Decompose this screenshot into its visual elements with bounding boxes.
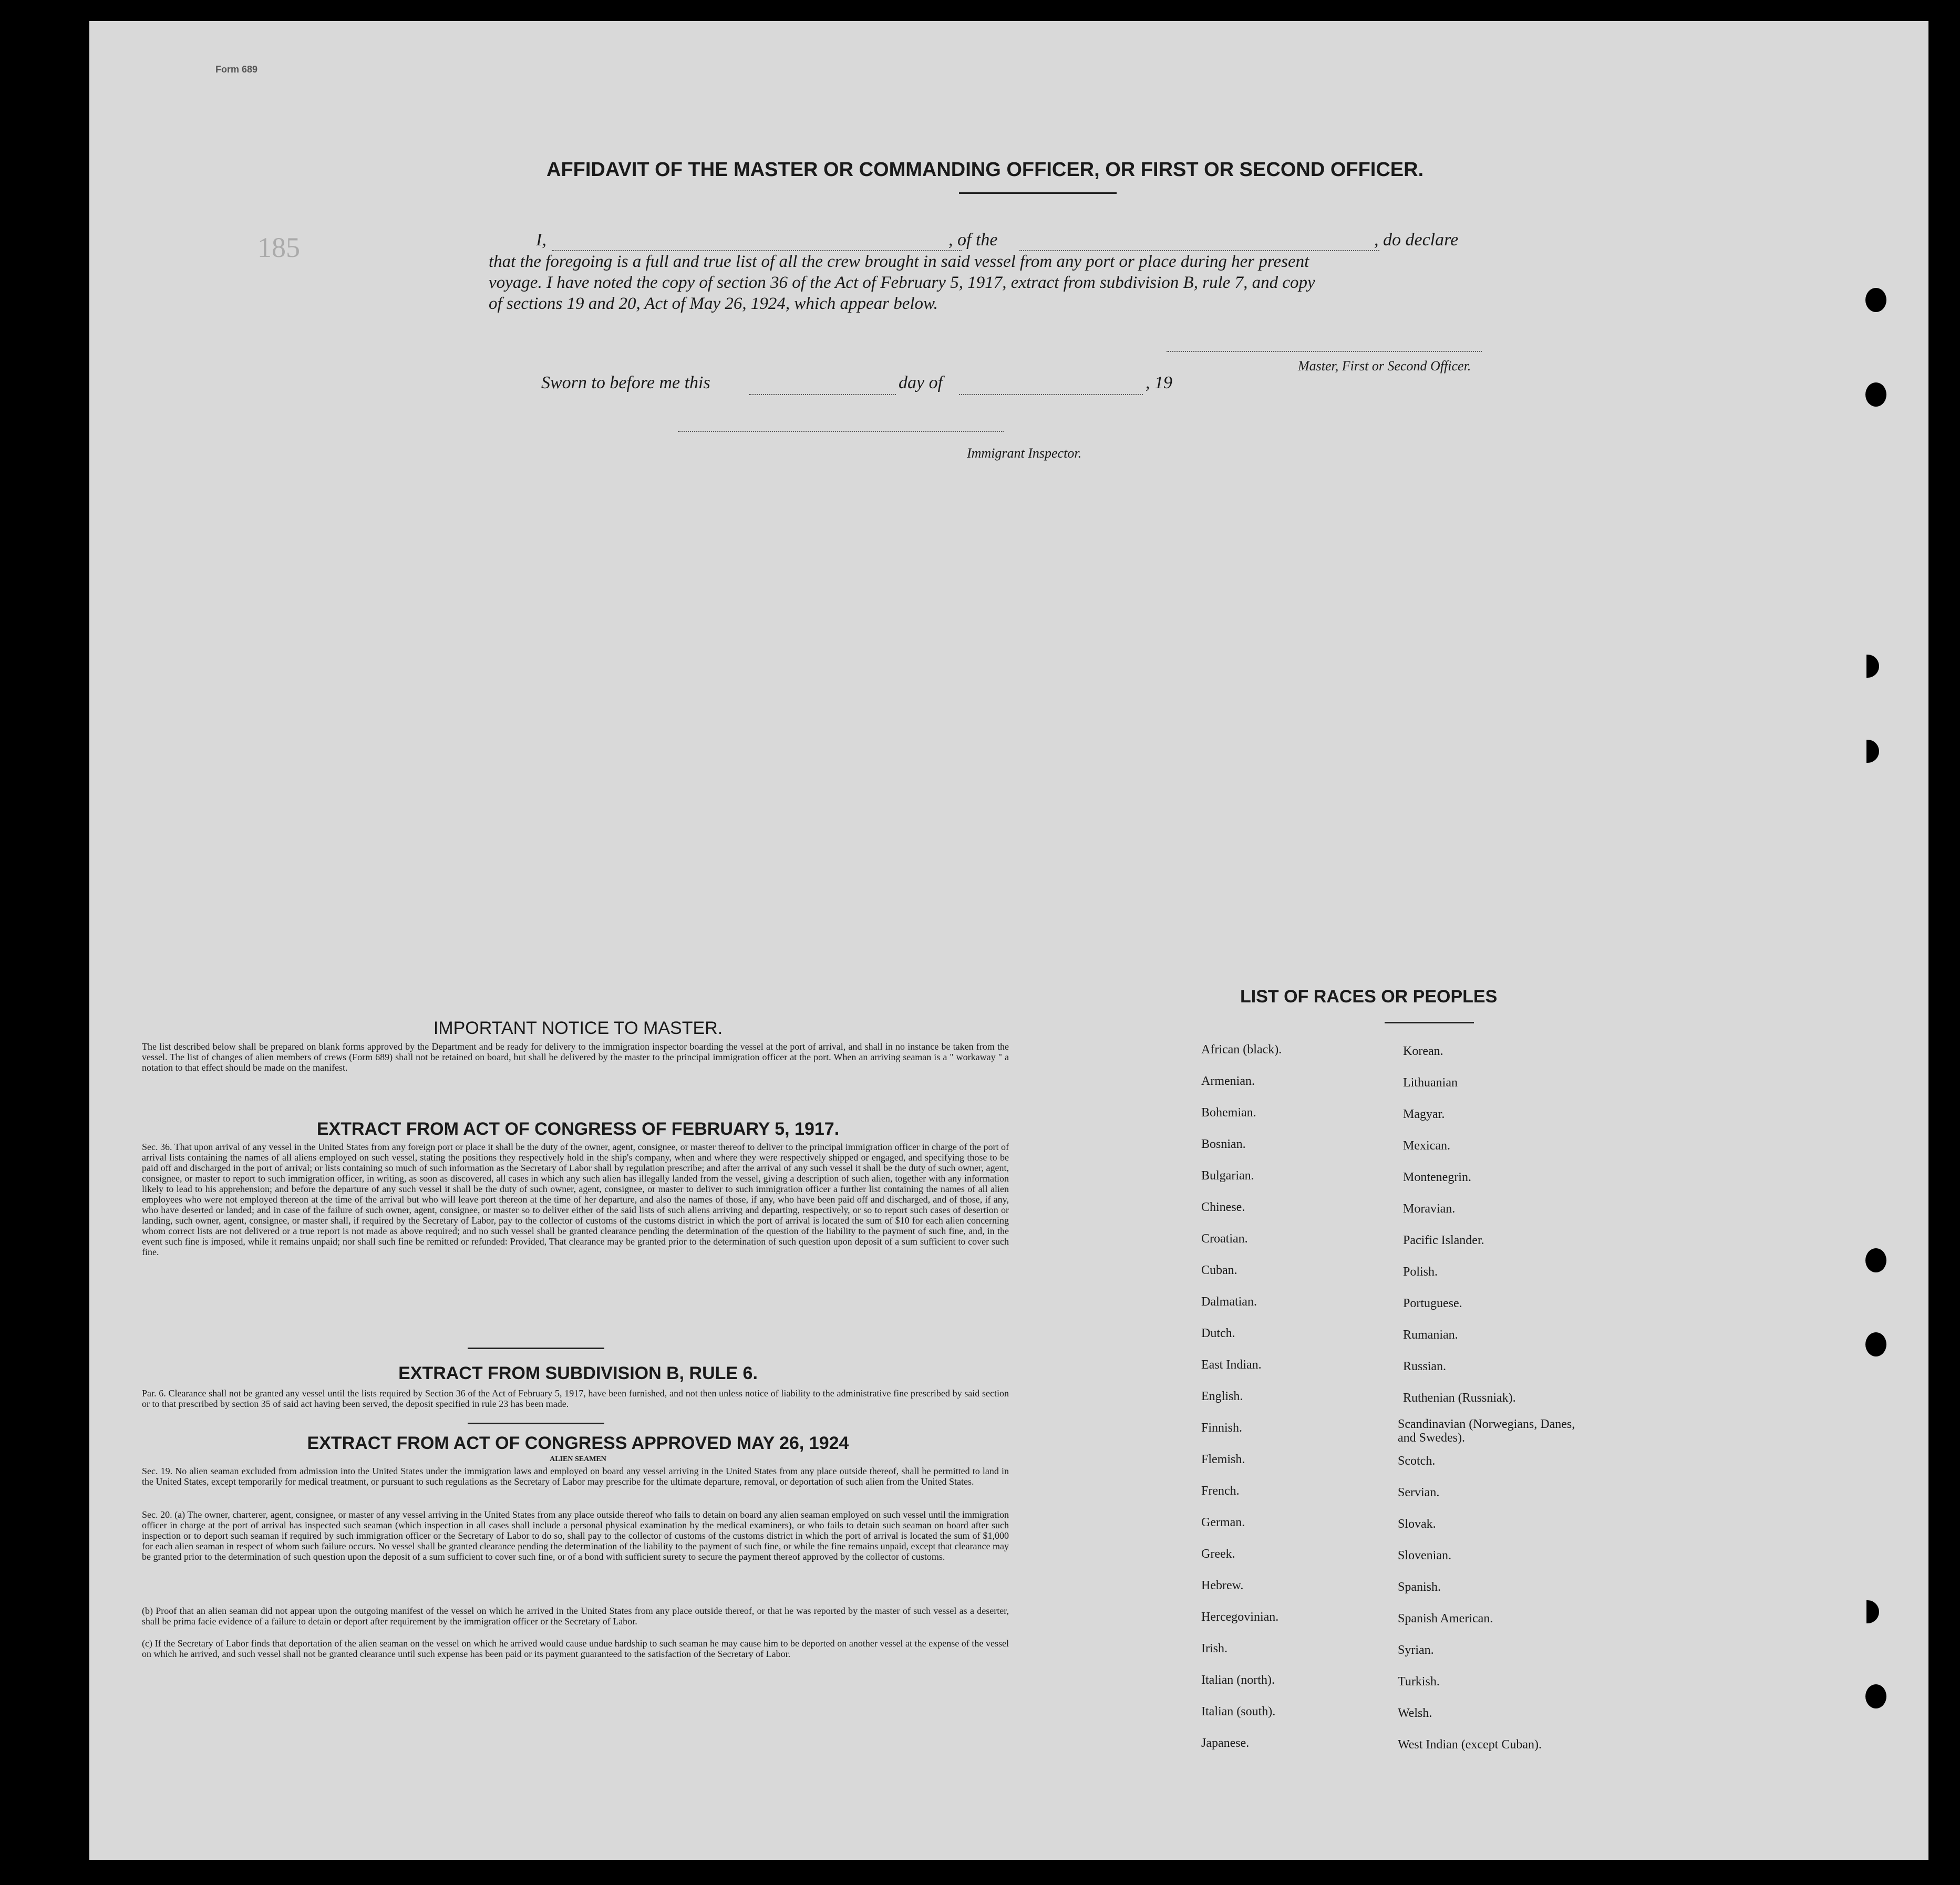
race-right: Portuguese. — [1403, 1297, 1462, 1310]
race-left: French. — [1201, 1484, 1240, 1498]
inspector-signature-line — [678, 431, 1004, 432]
extract-1924-title: EXTRACT FROM ACT OF CONGRESS APPROVED MAY 26, 1924 — [307, 1433, 849, 1453]
punch-hole — [1865, 1684, 1886, 1708]
race-left: Finnish. — [1201, 1421, 1243, 1435]
form-number: Form 689 — [215, 64, 258, 75]
race-right: Polish. — [1403, 1265, 1438, 1279]
page-number: 185 — [257, 232, 300, 263]
inspector-caption: Immigrant Inspector. — [967, 446, 1082, 461]
punch-hole — [1865, 382, 1886, 407]
punch-hole — [1866, 1600, 1879, 1623]
race-left: Irish. — [1201, 1642, 1227, 1655]
race-left: Hebrew. — [1201, 1579, 1244, 1592]
punch-hole — [1865, 288, 1886, 312]
race-left: Cuban. — [1201, 1263, 1237, 1277]
race-right: Russian. — [1403, 1360, 1447, 1373]
extract-1924-sec20a: Sec. 20. (a) The owner, charterer, agent, consignee, or master of any vessel arriving in the United States from any place outside thereof who fails to detain on board any alien seaman employed on such vessel until the immigration officer in charge at the port of arrival has inspected such seaman (which inspection in all cases shall include a personal physical examination by the medical examiners), or who fails to detain such seaman on board after such inspection or to deport such seaman if required by such immigration officer or the Secretary of Labor to do so, shall pay to the collector of customs of the customs district in which the port of arrival is located the sum of $1,000 for each alien seaman in respect of whom such failure occurs. No vessel shall be granted clearance pending the determination of the liability to the payment of such fine, or while the fine remains unpaid, except that clearance may be granted prior to the determination of such question upon the deposit of a sum sufficient to cover such fine, or of a bond with sufficient surety to secure the payment thereof approved by the collector of customs. — [142, 1509, 1009, 1562]
race-left: Bohemian. — [1201, 1106, 1256, 1120]
extract-rule6-body: Par. 6. Clearance shall not be granted any vessel until the lists required by Section 36 of the Act of February 5, 1917, have been furnished, and not then unless notice of liability to the administrative fine prescribed by said section or to that prescribed by section 35 of said act having been served, the deposit specified in rule 23 has been made. — [142, 1388, 1009, 1409]
affidavit-line-3: voyage. I have noted the copy of section 36 of the Act of February 5, 1917, extract from subdivision B, rule 7, and copy — [489, 273, 1315, 292]
race-left: East Indian. — [1201, 1358, 1262, 1372]
race-left: Japanese. — [1201, 1736, 1250, 1750]
race-left: German. — [1201, 1516, 1245, 1529]
affidavit-title-rule — [959, 192, 1117, 194]
race-left: Bulgarian. — [1201, 1169, 1254, 1183]
section-divider — [468, 1423, 604, 1424]
race-right: Spanish. — [1398, 1580, 1441, 1594]
race-left: African (black). — [1201, 1043, 1282, 1057]
race-right: Lithuanian — [1403, 1076, 1458, 1090]
race-right: Turkish. — [1398, 1675, 1440, 1689]
race-right: Moravian. — [1403, 1202, 1456, 1216]
race-right: Slovenian. — [1398, 1549, 1451, 1562]
race-left: Italian (south). — [1201, 1705, 1276, 1718]
race-right: Scandinavian (Norwegians, Danes, and Swedes). — [1398, 1417, 1575, 1445]
extract-1924-sec20b: (b) Proof that an alien seaman did not appear upon the outgoing manifest of the vessel on which he arrived in the United States from any place outside thereof, or that he was reported by the master of such vessel as a deserter, shall be prima facie evidence of a failure to detain or deport after requirement by the immigration officer or the Secretary of Labor. — [142, 1606, 1009, 1627]
extract-1917-body: Sec. 36. That upon arrival of any vessel in the United States from any foreign port or place it shall be the duty of the owner, agent, consignee, or master thereof to deliver to the principal immigration officer in charge of the port of arrival lists containing the names of all aliens employed on such vessel, stating the positions they respectively hold in the ship's company, when and where they were respectively shipped or engaged, and specifying those to be paid off and discharged in the port of arrival; or lists containing so much of such information as the Secretary of Labor shall by regulation prescribe; and after the arrival of any such vessel it shall be the duty of such owner, agent, consignee, or master to report to such immigration officer, in writing, as soon as discovered, all cases in which any such alien has illegally landed from the vessel, giving a description of such alien, together with any information likely to lead to his apprehension; and before the departure of any such vessel it shall be the duty of such owner, agent, consignee, or master to deliver to such immigration officer a further list containing the names of all alien employees who were not employed thereon at the time of the arrival but who will leave port thereon at the time of her departure, and also the names of those, if any, who have been paid off and discharged, and of those, if any, who have deserted or landed; and in case of the failure of such owner, agent, consignee, or master so to deliver either of the said lists of such aliens arriving and departing, respectively, or so to report such cases of desertion or landing, such owner, agent, consignee, or master shall, if required by the Secretary of Labor, pay to the collector of customs of the customs district in which the port of arrival is located the sum of $10 for each alien concerning whom correct lists are not delivered or a true report is not made as above required; and no such vessel shall be granted clearance pending the determination of the question of the liability to the payment of such fine, and, in the event such fine is imposed, while it remains unpaid; nor shall such fine be remitted or refunded: Provided, That clearance may be granted prior to the determination of such question upon deposit of a sum sufficient to cover such fine. — [142, 1142, 1009, 1257]
race-right: Syrian. — [1398, 1643, 1434, 1657]
punch-hole — [1865, 1332, 1886, 1356]
race-left: Greek. — [1201, 1547, 1235, 1561]
affidavit-line-2: that the foregoing is a full and true list of all the crew brought in said vessel from any port or place during her present — [489, 252, 1309, 271]
races-title: LIST OF RACES OR PEOPLES — [1240, 987, 1498, 1007]
affidavit-line-4: of sections 19 and 20, Act of May 26, 1924, which appear below. — [489, 294, 938, 313]
extract-1924-subtitle: ALIEN SEAMEN — [550, 1455, 606, 1463]
master-signature-line — [1167, 351, 1482, 352]
race-right: Welsh. — [1398, 1706, 1432, 1720]
race-right: Mexican. — [1403, 1139, 1450, 1153]
race-right: Slovak. — [1398, 1517, 1436, 1531]
race-left: Italian (north). — [1201, 1673, 1275, 1687]
race-right: Scotch. — [1398, 1454, 1436, 1468]
race-right: Korean. — [1403, 1044, 1443, 1058]
race-left: Dutch. — [1201, 1327, 1235, 1340]
race-right: Ruthenian (Russniak). — [1403, 1391, 1516, 1405]
extract-1924-sec20c: (c) If the Secretary of Labor finds that deportation of the alien seaman on the vessel on which he arrived would cause undue hardship to such seaman he may cause him to be deported on another vessel at the expense of the vessel on which he arrived, and such vessel shall not be granted clearance until such expense has been paid or its payment guaranteed to the satisfaction of the Secretary of Labor. — [142, 1638, 1009, 1659]
race-right: Spanish American. — [1398, 1612, 1493, 1625]
punch-hole — [1866, 740, 1879, 763]
notice-title: IMPORTANT NOTICE TO MASTER. — [433, 1018, 723, 1038]
document-page — [89, 21, 1928, 1860]
race-left: Croatian. — [1201, 1232, 1248, 1246]
sworn-line: Sworn to before me this day of , 19 — [541, 373, 1277, 396]
punch-hole — [1865, 1248, 1886, 1272]
race-right: West Indian (except Cuban). — [1398, 1738, 1542, 1752]
race-left: Hercegovinian. — [1201, 1610, 1279, 1624]
race-right: Rumanian. — [1403, 1328, 1458, 1342]
extract-1924-sec19: Sec. 19. No alien seaman excluded from admission into the United States under the immigration laws and employed on board any vessel arriving in the United States from any place outside thereof, shall be permitted to land in the United States, except temporarily for medical treatment, or pursuant to such regulations as the Secretary of Labor may prescribe for the ultimate departure, removal, or deportation of such alien from the United States. — [142, 1466, 1009, 1487]
races-title-rule — [1385, 1022, 1474, 1023]
master-signature-caption: Master, First or Second Officer. — [1298, 358, 1471, 374]
section-divider — [468, 1348, 604, 1349]
race-left: Armenian. — [1201, 1074, 1255, 1088]
race-right: Servian. — [1398, 1486, 1440, 1499]
punch-hole — [1866, 655, 1879, 678]
race-left: Dalmatian. — [1201, 1295, 1257, 1309]
race-left: Flemish. — [1201, 1453, 1245, 1466]
notice-body: The list described below shall be prepared on blank forms approved by the Department and be ready for delivery to the immigration inspector boarding the vessel at the port of arrival, and shall in no instance be taken from the vessel. The list of changes of alien members of crews (Form 689) shall not be retained on board, but shall be delivered by the master to the principal immigration officer at the port. When an arriving seaman is a " workaway " a notation to that effect should be made on the manifest. — [142, 1041, 1009, 1073]
extract-1917-title: EXTRACT FROM ACT OF CONGRESS OF FEBRUARY 5, 1917. — [316, 1119, 840, 1139]
race-right: Montenegrin. — [1403, 1171, 1471, 1184]
race-right: Pacific Islander. — [1403, 1234, 1484, 1247]
race-right: Magyar. — [1403, 1107, 1445, 1121]
affidavit-title: AFFIDAVIT OF THE MASTER OR COMMANDING OFFICER, OR FIRST OR SECOND OFFICER. — [546, 159, 1424, 181]
race-left: Bosnian. — [1201, 1137, 1246, 1151]
race-left: Chinese. — [1201, 1200, 1245, 1214]
race-left: English. — [1201, 1390, 1243, 1403]
extract-rule6-title: EXTRACT FROM SUBDIVISION B, RULE 6. — [398, 1363, 758, 1383]
affidavit-line-1: I, , of the , do declare — [536, 230, 1639, 251]
